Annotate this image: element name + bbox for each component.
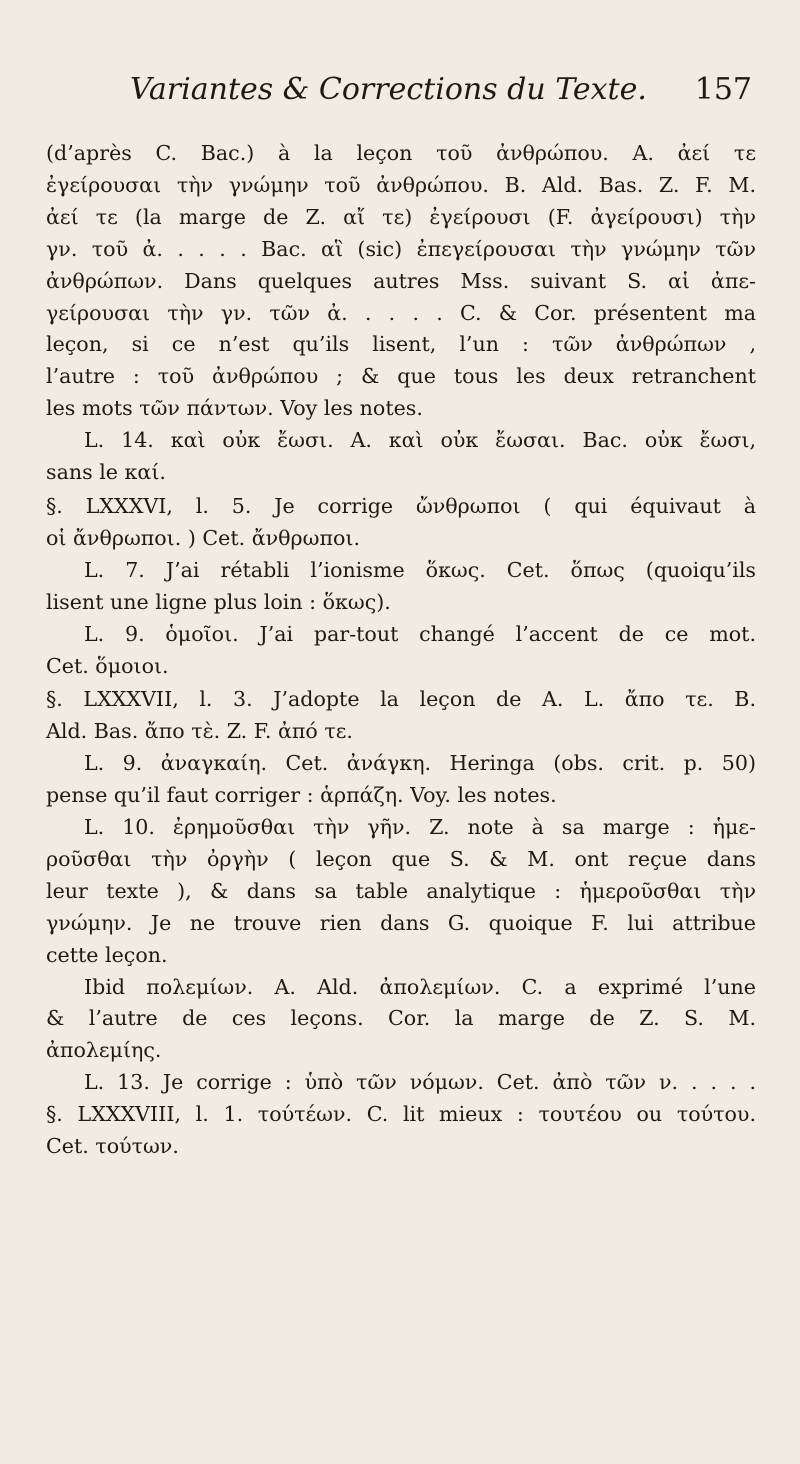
text-line: L. 13. Je corrige : ὑπὸ τῶν νόμων. Cet. ἀπὸ τῶν ν. . . . . (84, 1070, 756, 1095)
text-line: οἱ ἄνθρωποι. ) Cet. ἄνθρωποι. (46, 525, 361, 550)
page-number: 157 (694, 72, 752, 107)
text-line: leur texte ), & dans sa table analytique : ἡμεροῦσθαι τὴν (46, 878, 756, 903)
text-line: L. 9. ὁμοῖοι. J’ai par-tout changé l’accent de ce mot. (84, 621, 756, 646)
text-line: sans le καί. (46, 460, 166, 485)
text-line: Cet. τούτων. (46, 1134, 179, 1159)
text-line: pense qu’il faut corriger : ἁρπάζη. Voy. les notes. (46, 783, 557, 808)
text-line: leçon, si ce n’est qu’ils lisent, l’un : τῶν ἀνθρώπων , (46, 332, 756, 357)
page-body (46, 138, 756, 1163)
text-line: (d’après C. Bac.) à la leçon τοῦ ἀνθρώπου. A. ἀεί τε (46, 141, 756, 165)
text-line: L. 7. J’ai rétabli l’ionisme ὅκως. Cet. ὅπως (quoiqu’ils (84, 557, 756, 582)
page-header (112, 72, 752, 116)
text-line: & l’autre de ces leçons. Cor. la marge de Z. S. M. (46, 1006, 756, 1031)
text-line: γνώμην. Je ne trouve rien dans G. quoique F. lui attribue (46, 910, 756, 935)
text-line: §. LXXXVII, l. 3. J’adopte la leçon de A. L. ἄπο τε. B. (46, 687, 756, 712)
text-line: l’autre : τοῦ ἀνθρώπου ; & que tous les deux retranchent (46, 364, 756, 389)
text-line: cette leçon. (46, 942, 168, 967)
text-line: lisent une ligne plus loin : ὅκως). (46, 589, 391, 614)
text-line: §. LXXXVI, l. 5. Je corrige ὤνθρωποι ( qui équivaut à (46, 493, 756, 518)
text-line: γν. τοῦ ἀ. . . . . Bac. αἳ (sic) ἐπεγείρουσαι τὴν γνώμην τῶν (46, 236, 756, 261)
text-line: γείρουσαι τὴν γν. τῶν ἀ. . . . . C. & Cor. présentent ma (46, 300, 756, 325)
text-line: §. LXXXVIII, l. 1. τούτέων. C. lit mieux : τουτέου ou τούτου. (46, 1102, 756, 1127)
text-line: ἀνθρώπων. Dans quelques autres Mss. suivant S. αἱ ἀπε- (46, 268, 756, 293)
text-line: Ibid πολεμίων. A. Ald. ἀπολεμίων. C. a exprimé l’une (84, 974, 756, 999)
running-title: Variantes & Corrections du Texte. (130, 72, 647, 107)
text-line: ἀεί τε (la marge de Z. αἴ τε) ἐγείρουσι (F. ἀγείρουσι) τὴν (46, 204, 756, 229)
text-line: L. 9. ἀναγκαίη. Cet. ἀνάγκη. Heringa (obs. crit. p. 50) (84, 751, 756, 776)
text-line: L. 10. ἐρημοῦσθαι τὴν γῆν. Z. note à sa marge : ἡμε- (84, 815, 756, 840)
text-line: Ald. Bas. ἄπο τὲ. Z. F. ἀπό τε. (46, 719, 353, 744)
text-line: Cet. ὅμοιοι. (46, 653, 169, 678)
text-line: ἀπολεμίης. (46, 1038, 162, 1063)
text-line: les mots τῶν πάντων. Voy les notes. (46, 396, 423, 421)
text-line: ἐγείρουσαι τὴν γνώμην τοῦ ἀνθρώπου. B. Ald. Bas. Z. F. M. (46, 172, 756, 197)
text-line: L. 14. καὶ οὐκ ἔωσι. A. καὶ οὐκ ἔωσαι. Bac. οὐκ ἔωσι, (84, 428, 756, 453)
text-line: ροῦσθαι τὴν ὀργὴν ( leçon que S. & M. ont reçue dans (46, 846, 756, 871)
